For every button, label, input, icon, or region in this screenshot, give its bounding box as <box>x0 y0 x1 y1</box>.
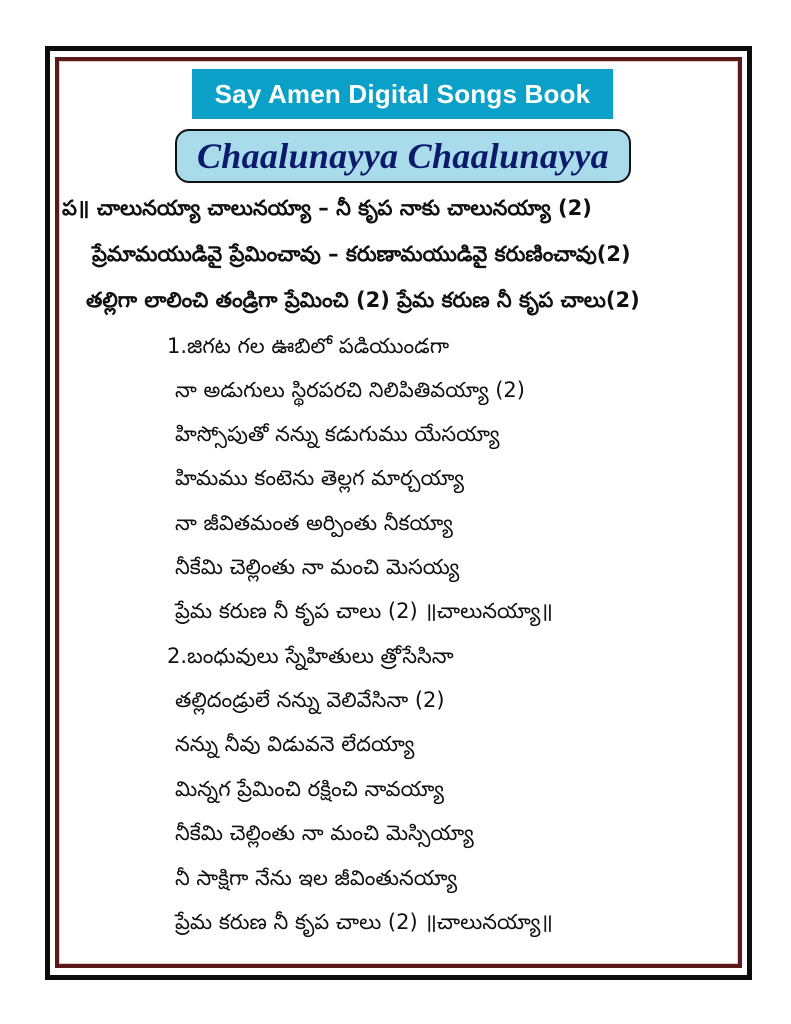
chorus-line: తల్లిగా లాలించి తండ్రిగా ప్రేమించి (2) ప్రేమ కరుణ నీ కృప చాలు(2) <box>86 288 640 312</box>
song-title-box <box>175 129 631 183</box>
verse1-line: నీకేమి చెల్లింతు నా మంచి మెసయ్య <box>175 555 460 579</box>
verse1-line: హిస్సోపుతో నన్ను కడుగుము యేసయ్యా <box>175 422 500 446</box>
song-title: Chaalunayya Chaalunayya <box>197 136 609 176</box>
verse1-line: హిమము కంటెను తెల్లగ మార్చయ్యా <box>175 466 464 490</box>
verse2-line: ప్రేమ కరుణ నీ కృప చాలు (2) ॥చాలునయ్యా॥ <box>175 910 553 934</box>
verse2-line: మిన్నగ ప్రేమించి రక్షించి నావయ్యా <box>175 777 444 801</box>
verse2-line: 2.బంధువులు స్నేహితులు త్రోసేసినా <box>167 644 454 668</box>
verse2-line: నీ సాక్షిగా నేను ఇల జీవింతునయ్యా <box>175 866 458 890</box>
verse2-line: నన్ను నీవు విడువనె లేదయ్యా <box>175 732 415 756</box>
verse1-line: నా జీవితమంత అర్పింతు నీకయ్యా <box>175 511 453 535</box>
verse2-line: నీకేమి చెల్లింతు నా మంచి మెస్సియ్యా <box>175 821 474 845</box>
verse1-line: ప్రేమ కరుణ నీ కృప చాలు (2) ॥చాలునయ్యా॥ <box>175 599 553 623</box>
verse1-line: నా అడుగులు స్థిరపరచి నిలిపితివయ్యా (2) <box>175 378 525 402</box>
chorus-line: ప॥ చాలునయ్యా చాలునయ్యా – నీ కృప నాకు చాలునయ్యా (2) <box>62 196 592 220</box>
banner-text: Say Amen Digital Songs Book <box>214 78 591 109</box>
songbook-banner <box>192 69 613 119</box>
verse2-line: తల్లిదండ్రులే నన్ను వెలివేసినా (2) <box>175 688 445 712</box>
chorus-line: ప్రేమామయుడివై ప్రేమించావు – కరుణామయుడివై కరుణించావు(2) <box>92 242 631 266</box>
verse1-line: 1.జిగట గల ఊబిలో పడియుండగా <box>167 334 450 358</box>
